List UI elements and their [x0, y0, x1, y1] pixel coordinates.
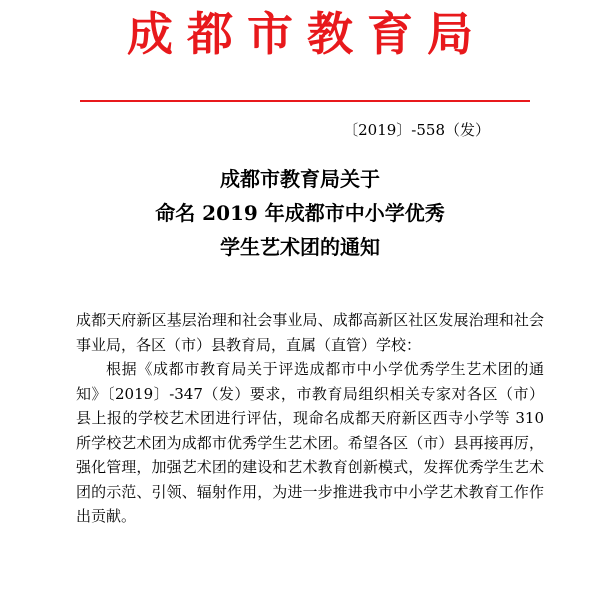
- red-divider-rule: [80, 100, 530, 102]
- title-line-2: 命名 2019 年成都市中小学优秀: [155, 201, 445, 225]
- title-line-1: 成都市教育局关于: [220, 167, 380, 191]
- document-number: 〔2019〕-558（发）: [343, 121, 490, 139]
- addressee-paragraph: 成都天府新区基层治理和社会事业局、成都高新区社区发展治理和社会事业局，各区（市）县教育局，直属（直管）学校：: [76, 311, 544, 354]
- title-line-3: 学生艺术团的通知: [220, 235, 380, 259]
- issuer-header: 成都市教育局: [127, 7, 487, 61]
- document-title: [0, 162, 600, 264]
- body-paragraph: 根据《成都市教育局关于评选成都市中小学优秀学生艺术团的通知》〔2019〕-347（发）要求，市教育局组织相关专家对各区（市）县上报的学校艺术团进行评估，现命名成都天府新区西寺小学等 310 所学校艺术团为成都市优秀学生艺术团。希望各区（市）县再接再厉，强化管理，加强艺术团的建设和艺术教育创新模式，发挥优秀学生艺术团的示范、引领、辐射作用，为进一步推进我市中小学艺术教育工作作出贡献。: [76, 360, 544, 525]
- document-body: [76, 308, 544, 529]
